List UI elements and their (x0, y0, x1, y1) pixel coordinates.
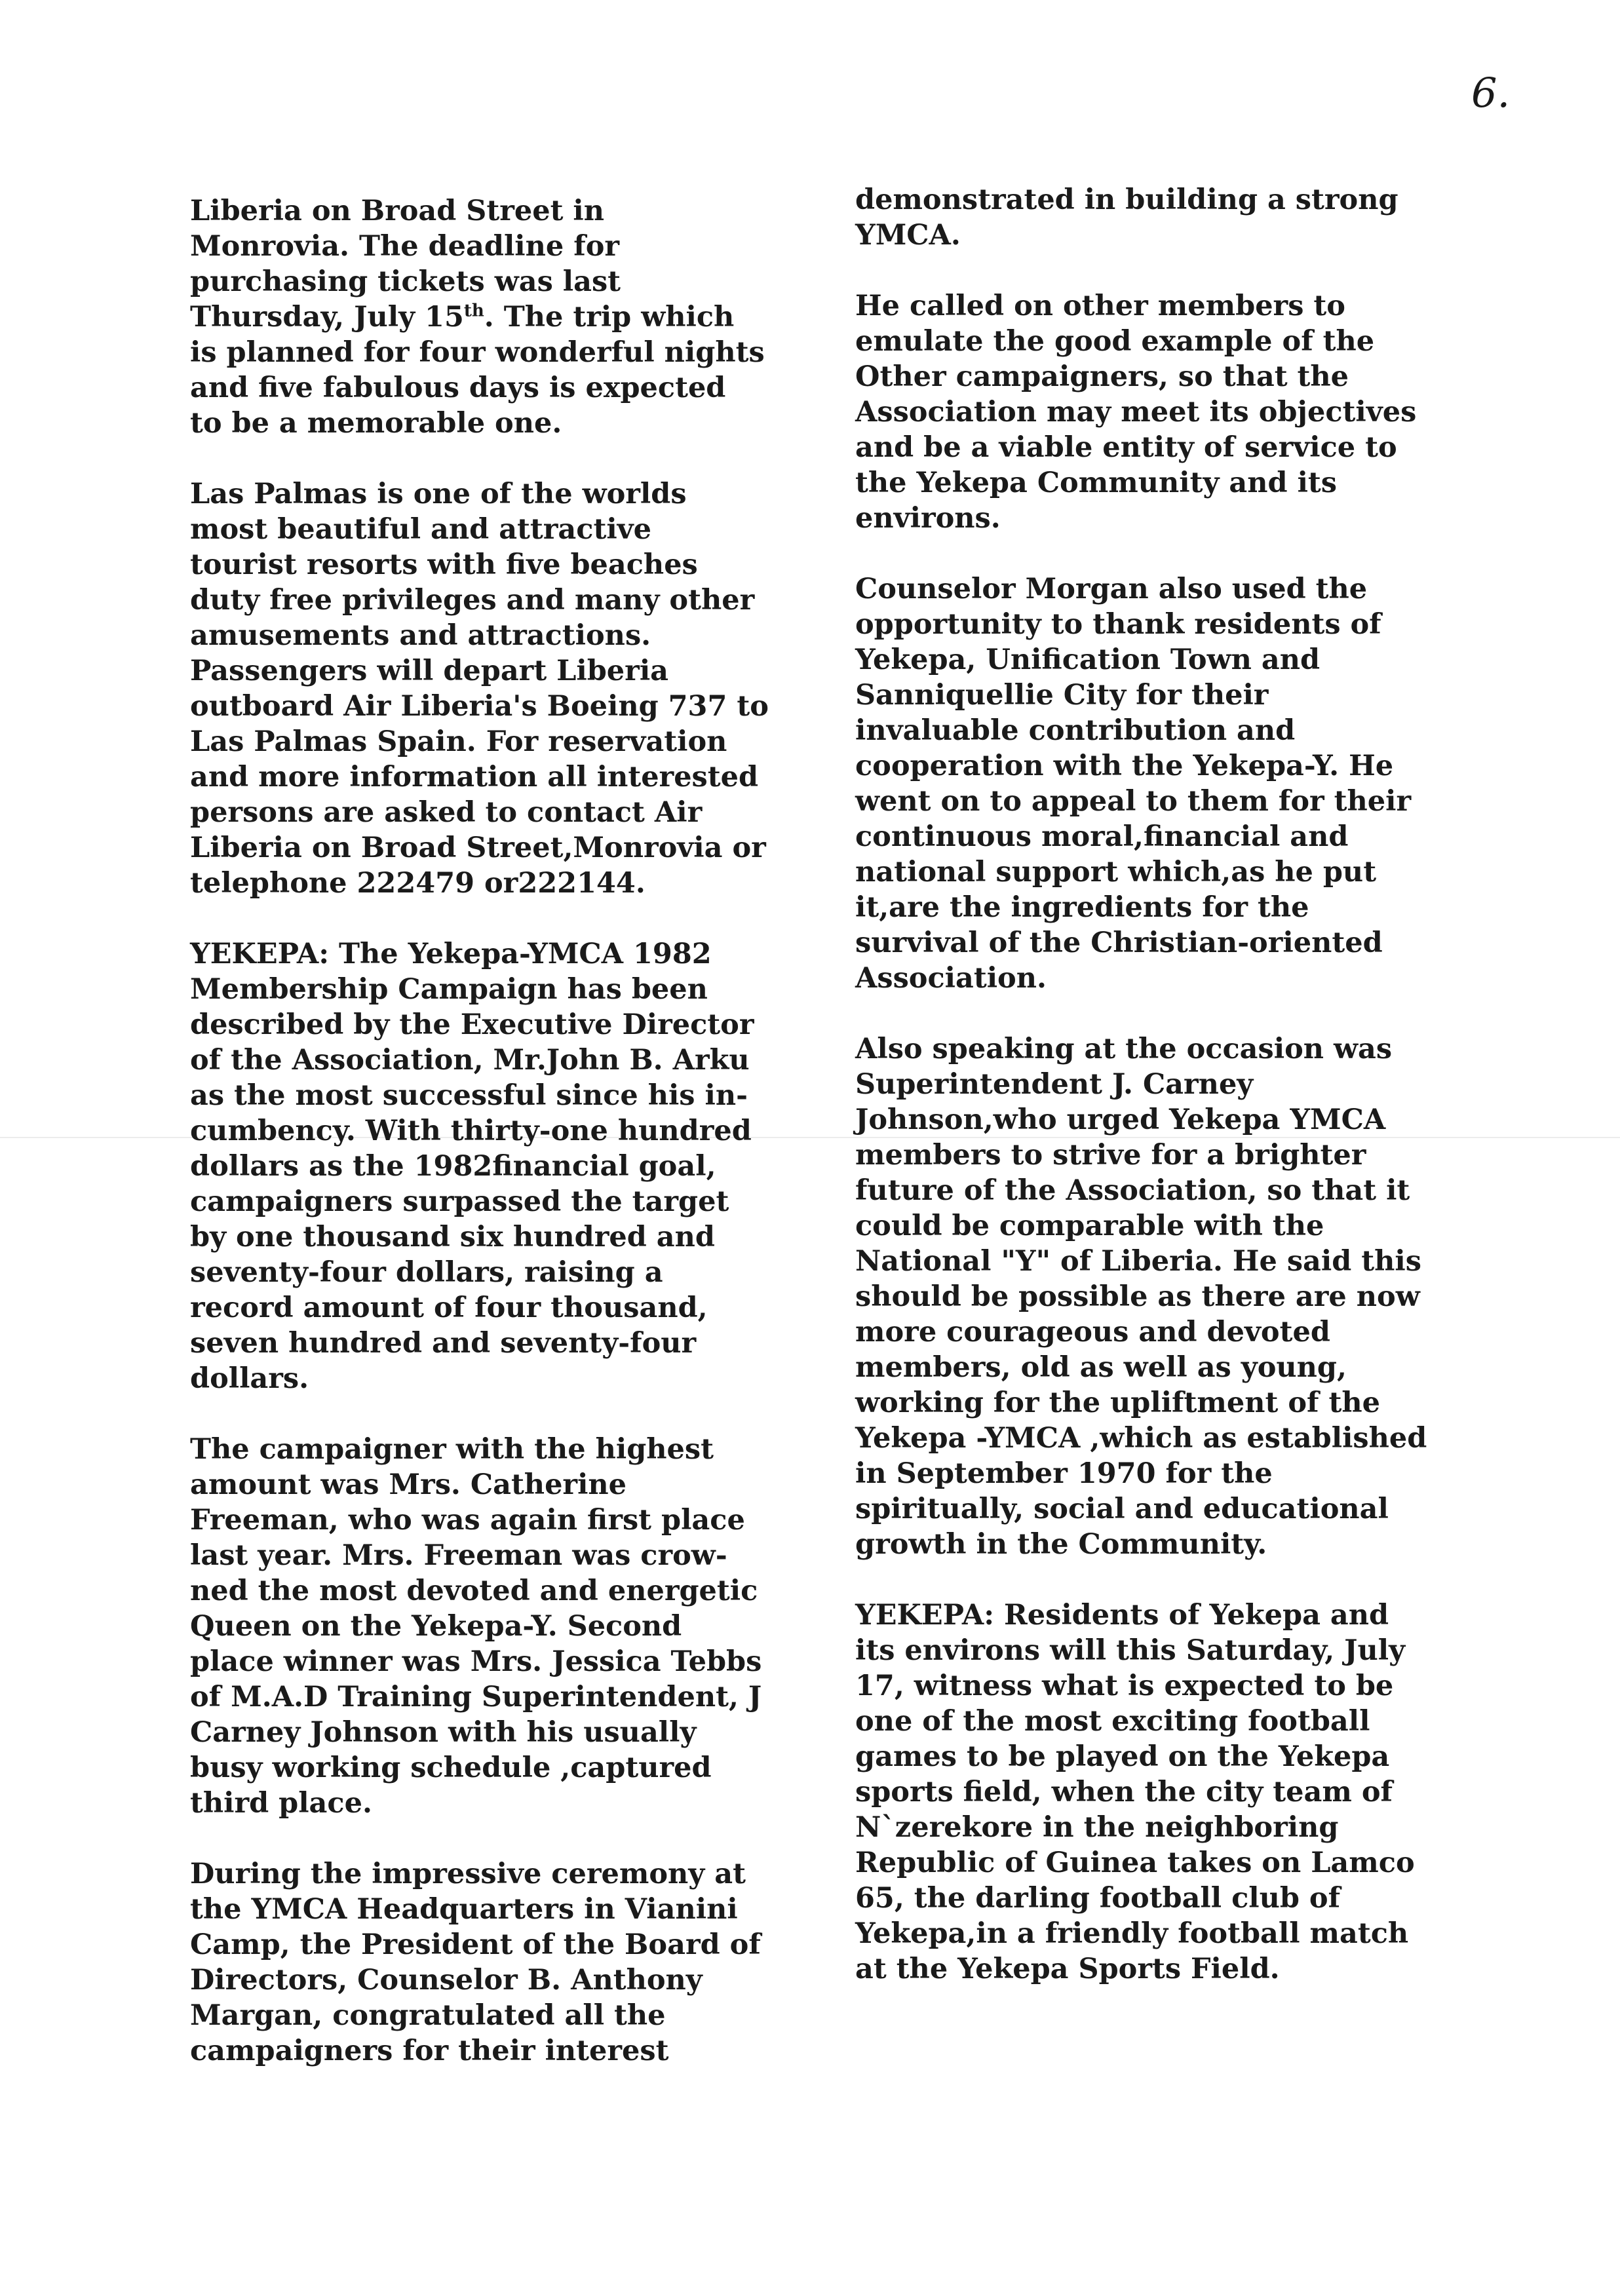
text-line: spiritually, social and educational (855, 1493, 1389, 1525)
text-line: third place. (190, 1787, 372, 1820)
text-line: 17, witness what is expected to be (855, 1670, 1394, 1702)
paragraph (855, 1031, 1511, 1562)
text-line: YMCA. (855, 219, 961, 252)
text-line: Johnson,who urged Yekepa YMCA (855, 1103, 1386, 1136)
text-line: outboard Air Liberia's Boeing 737 to (190, 690, 769, 723)
text-line: the Yekepa Community and its (855, 467, 1337, 499)
text-line: working for the upliftment of the (855, 1387, 1380, 1419)
text-line: and be a viable entity of service to (855, 431, 1397, 464)
text-line: Also speaking at the occasion was (855, 1033, 1393, 1065)
text-line: Yekepa, Unification Town and (855, 643, 1321, 676)
text-line: record amount of four thousand, (190, 1292, 708, 1324)
paragraph (190, 476, 858, 901)
text-line: Liberia on Broad Street,Monrovia or (190, 832, 766, 864)
text-line: Las Palmas Spain. For reservation (190, 725, 727, 758)
text-line: in September 1970 for the (855, 1457, 1273, 1490)
text-line: persons are asked to contact Air (190, 796, 703, 829)
text-line: He called on other members to (855, 290, 1345, 322)
text-line: as the most successful since his in- (190, 1079, 748, 1112)
ordinal-suffix: th (463, 301, 484, 321)
text-line: last year. Mrs. Freeman was crow- (190, 1539, 727, 1572)
paragraph (855, 288, 1511, 536)
text-line: Freeman, who was again first place (190, 1504, 745, 1537)
text-line: Republic of Guinea takes on Lamco (855, 1846, 1415, 1879)
right-column (855, 182, 1511, 2022)
paragraph (190, 1432, 858, 1821)
text-line: Association may meet its objectives (855, 396, 1417, 429)
text-line: to be a memorable one. (190, 407, 562, 440)
text-line: Association. (855, 962, 1047, 995)
text-line: opportunity to thank residents of (855, 608, 1381, 641)
text-line: games to be played on the Yekepa (855, 1740, 1390, 1773)
text-line: Sanniquellie City for their (855, 679, 1269, 712)
text-line: environs. (855, 502, 1001, 535)
text-line: cumbency. With thirty-one hundred (190, 1115, 752, 1147)
text-line: amount was Mrs. Catherine (190, 1468, 627, 1501)
text-line: Thursday, July 15th. The trip which (190, 301, 735, 334)
text-line: dollars. (190, 1362, 309, 1395)
text-line: Membership Campaign has been (190, 973, 708, 1006)
text-line: its environs will this Saturday, July (855, 1634, 1406, 1667)
text-line: growth in the Community. (855, 1528, 1267, 1561)
text-line: members, old as well as young, (855, 1351, 1347, 1384)
paragraph (190, 1856, 858, 2069)
text-line: of M.A.D Training Superintendent, J (190, 1681, 762, 1713)
text-line: it,are the ingredients for the (855, 891, 1309, 924)
text-line: purchasing tickets was last (190, 265, 621, 298)
text-line: members to strive for a brighter (855, 1139, 1366, 1172)
text-line: Directors, Counselor B. Anthony (190, 1964, 703, 1997)
text-line: emulate the good example of the (855, 325, 1375, 358)
text-line: telephone 222479 or222144. (190, 867, 646, 900)
text-line: Monrovia. The deadline for (190, 230, 620, 263)
text-line: ned the most devoted and energetic (190, 1575, 758, 1607)
text-line: went on to appeal to them for their (855, 785, 1412, 818)
paragraph (190, 936, 858, 1396)
text-line: amusements and attractions. (190, 619, 651, 652)
text-line: could be comparable with the (855, 1210, 1324, 1242)
text-line: Counselor Morgan also used the (855, 573, 1368, 605)
text-line: and more information all interested (190, 761, 759, 794)
text-line: place winner was Mrs. Jessica Tebbs (190, 1645, 762, 1678)
text-line: busy working schedule ,captured (190, 1751, 712, 1784)
text-line: campaigners for their interest (190, 2035, 669, 2067)
text-line: is planned for four wonderful nights (190, 336, 765, 369)
text-line: The campaigner with the highest (190, 1433, 714, 1466)
text-line: Superintendent J. Carney (855, 1068, 1254, 1101)
text-line: by one thousand six hundred and (190, 1221, 715, 1253)
text-line: Yekepa -YMCA ,which as established (855, 1422, 1427, 1455)
text-line: 65, the darling football club of (855, 1882, 1341, 1915)
text-line: invaluable contribution and (855, 714, 1296, 747)
paragraph (855, 1598, 1511, 1987)
text-line: more courageous and devoted (855, 1316, 1330, 1349)
text-line: Yekepa,in a friendly football match (855, 1917, 1409, 1950)
text-line: tourist resorts with five beaches (190, 548, 698, 581)
text-line: During the impressive ceremony at (190, 1858, 746, 1890)
text-line: the YMCA Headquarters in Vianini (190, 1893, 738, 1926)
text-line: national support which,as he put (855, 856, 1377, 889)
text-line: most beautiful and attractive (190, 513, 652, 546)
text-line: continuous moral,financial and (855, 820, 1349, 853)
text-line: seven hundred and seventy-four (190, 1327, 697, 1360)
text-line: should be possible as there are now (855, 1280, 1420, 1313)
paragraph (855, 571, 1511, 996)
text-line: Camp, the President of the Board of (190, 1928, 761, 1961)
text-line: Queen on the Yekepa-Y. Second (190, 1610, 682, 1643)
text-line: Liberia on Broad Street in (190, 195, 605, 227)
text-line: described by the Executive Director (190, 1008, 754, 1041)
paragraph (190, 193, 858, 441)
text-line: campaigners surpassed the target (190, 1185, 729, 1218)
left-column (190, 193, 858, 2104)
text-line: dollars as the 1982financial goal, (190, 1150, 716, 1183)
text-line: National "Y" of Liberia. He said this (855, 1245, 1421, 1278)
text-line: future of the Association, so that it (855, 1174, 1410, 1207)
text-line: Las Palmas is one of the worlds (190, 478, 687, 510)
paragraph (855, 182, 1511, 253)
text-line: YEKEPA: The Yekepa-YMCA 1982 (190, 938, 712, 970)
text-line: Margan, congratulated all the (190, 1999, 666, 2032)
text-line: sports field, when the city team of (855, 1776, 1393, 1808)
text-line: cooperation with the Yekepa-Y. He (855, 750, 1394, 782)
text-line: one of the most exciting football (855, 1705, 1370, 1738)
text-line: YEKEPA: Residents of Yekepa and (855, 1599, 1389, 1632)
text-line: demonstrated in building a strong (855, 183, 1398, 216)
page-number: 6. (1471, 69, 1511, 117)
text-line: Carney Johnson with his usually (190, 1716, 697, 1749)
text-line: Other campaigners, so that the (855, 360, 1349, 393)
text-line: N`zerekore in the neighboring (855, 1811, 1339, 1844)
text-line: at the Yekepa Sports Field. (855, 1953, 1280, 1985)
text-line: survival of the Christian-oriented (855, 927, 1383, 959)
text-line: seventy-four dollars, raising a (190, 1256, 663, 1289)
text-line: Passengers will depart Liberia (190, 655, 669, 687)
text-line: duty free privileges and many other (190, 584, 755, 617)
text-line: and five fabulous days is expected (190, 372, 726, 404)
text-line: of the Association, Mr.John B. Arku (190, 1044, 750, 1077)
